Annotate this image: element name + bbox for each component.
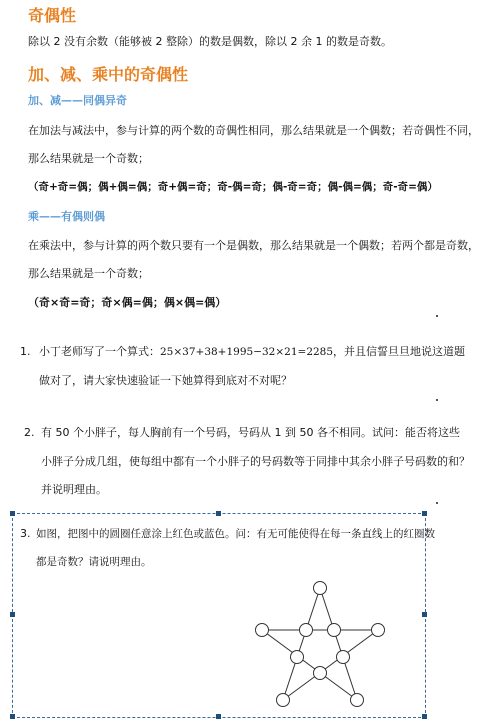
resize-handle-left[interactable] bbox=[10, 612, 15, 617]
section-title-operations: 加、减、乘中的奇偶性 bbox=[28, 65, 189, 84]
problem3-number: 3. bbox=[20, 527, 31, 540]
problem2-line1: 有 50 个小胖子，每人胸前有一个号码，号码从 1 到 50 各不相同。试问：能否将这些 bbox=[41, 426, 460, 439]
resize-handle-top-left[interactable] bbox=[10, 511, 15, 516]
mul-text-line1: 在乘法中，参与计算的两个数只要有一个是偶数，那么结果就是一个偶数；若两个都是奇数， bbox=[28, 239, 479, 252]
problem1-line1 bbox=[39, 345, 465, 359]
marker-dot bbox=[436, 399, 438, 401]
mul-text-line2: 那么结果就是一个奇数； bbox=[28, 267, 149, 280]
resize-handle-top-right[interactable] bbox=[422, 511, 427, 516]
marker-dot bbox=[436, 502, 438, 504]
problem1-line2: 做对了，请大家快速验证一下她算得到底对不对呢？ bbox=[39, 374, 292, 387]
star-circle bbox=[372, 624, 385, 637]
star-circle bbox=[328, 624, 341, 637]
star-circle bbox=[300, 624, 313, 637]
resize-handle-top[interactable] bbox=[216, 511, 221, 516]
star-circle bbox=[291, 651, 304, 664]
add-sub-text-line2: 那么结果就是一个奇数； bbox=[28, 152, 149, 165]
problem1-prefix: 小丁老师写了一个算式： bbox=[39, 345, 160, 358]
subtitle-add-sub: 加、减——同偶异奇 bbox=[28, 94, 127, 107]
resize-handle-bottom-left[interactable] bbox=[10, 714, 15, 719]
problem1-number: 1. bbox=[20, 345, 31, 358]
mul-rules: （奇×奇=奇；奇×偶=偶；偶×偶=偶） bbox=[28, 296, 227, 309]
parity-definition: 除以 2 没有余数（能够被 2 整除）的数是偶数，除以 2 余 1 的数是奇数。 bbox=[28, 35, 392, 48]
resize-handle-bottom[interactable] bbox=[216, 714, 221, 719]
star-circle bbox=[351, 694, 364, 707]
problem2-number: 2. bbox=[24, 426, 35, 439]
star-circle bbox=[277, 694, 290, 707]
problem1-suffix: ，并且信誓旦旦地说这道题 bbox=[333, 345, 466, 358]
subtitle-mul: 乘——有偶则偶 bbox=[28, 210, 105, 223]
section-title-parity: 奇偶性 bbox=[28, 6, 77, 25]
marker-dot bbox=[436, 315, 438, 317]
star-figure bbox=[250, 578, 390, 713]
add-sub-rules: （奇+奇=偶；偶+偶=偶；奇+偶=奇；奇-偶=奇；偶-奇=奇；偶-偶=偶；奇-奇=偶） bbox=[28, 181, 438, 193]
resize-handle-bottom-right[interactable] bbox=[422, 714, 427, 719]
problem3-line2: 都是奇数？请说明理由。 bbox=[36, 556, 152, 568]
star-circle bbox=[314, 582, 327, 595]
resize-handle-right[interactable] bbox=[422, 612, 427, 617]
problem1-formula: 25×37+38+1995−32×21=2285 bbox=[160, 346, 334, 358]
star-circle bbox=[314, 667, 327, 680]
problem2-line2: 小胖子分成几组，使每组中都有一个小胖子的号码数等于同排中其余小胖子号码数的和？ bbox=[41, 455, 470, 468]
add-sub-text-line1: 在加法与减法中，参与计算的两个数的奇偶性相同，那么结果就是一个偶数；若奇偶性不同， bbox=[28, 124, 479, 137]
star-circle bbox=[337, 651, 350, 664]
problem3-line1: 如图，把图中的圆圈任意涂上红色或蓝色。问：有无可能使得在每一条直线上的红圈数 bbox=[36, 528, 435, 540]
star-circle bbox=[256, 624, 269, 637]
problem2-line3: 并说明理由。 bbox=[41, 483, 107, 496]
